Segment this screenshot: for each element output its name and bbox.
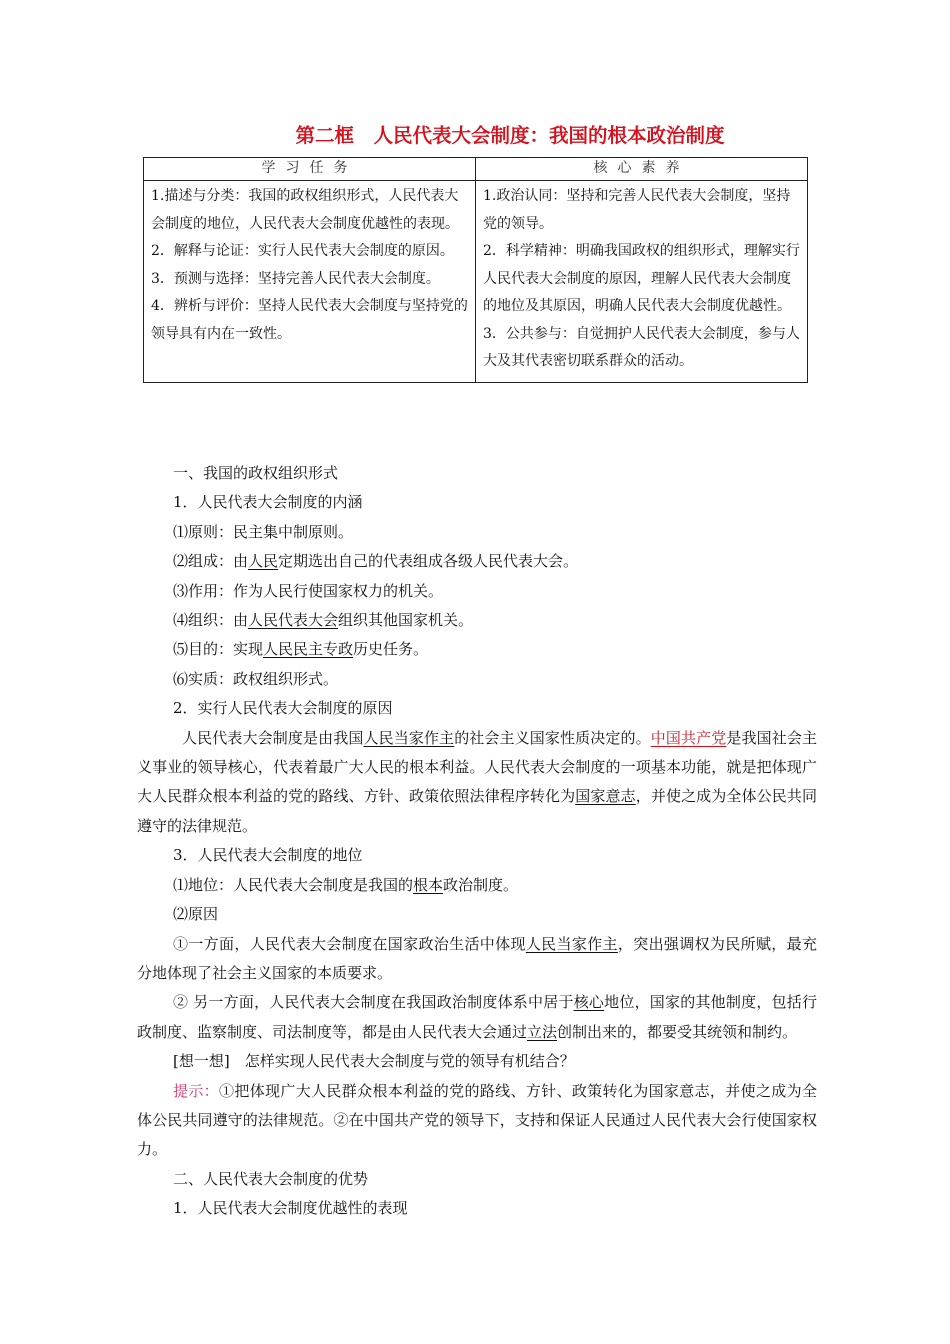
paragraph: ⑴地位：人民代表大会制度是我国的根本政治制度。	[173, 875, 519, 894]
hint-paragraph: 提示：①把体现广大人民群众根本利益的党的路线、方针、政策转化为国家意志，并使之成为全体公民共同遵守的法律规范。②在中国共产党的领导下，支持和保证人民通过人民代表大会行使国家权力。	[137, 1081, 817, 1159]
literacy-item: 2．科学精神：明确我国政权的组织形式，理解实行人民代表大会制度的原因，理解人民代表大会制度的地位及其原因，明确人民代表大会制度优越性。	[483, 243, 800, 314]
literacy-item: 3．公共参与：自觉拥护人民代表大会制度，参与人大及其代表密切联系群众的活动。	[483, 325, 800, 369]
table-row	[144, 181, 808, 383]
table-header-literacy: 核心素养	[476, 158, 808, 181]
underlined-answer: 人民当家作主	[525, 934, 618, 953]
hint-label: 提示：	[173, 1081, 220, 1100]
learning-goals-table	[143, 157, 808, 383]
paragraph: 人民代表大会制度是由我国人民当家作主的社会主义国家性质决定的。中国共产党是我国社会主义事业的领导核心，代表着最广大人民的根本利益。人民代表大会制度的一项基本功能，就是把体现广大人民群众根本利益的党的路线、方针、政策依照法律程序转化为国家意志，并使之成为全体公民共同遵守的法律规范。	[137, 728, 817, 835]
underlined-answer: 立法	[527, 1022, 558, 1041]
paragraph: ⑶作用：作为人民行使国家权力的机关。	[173, 581, 444, 600]
underlined-answer: 人民代表大会	[248, 611, 339, 630]
subsection-heading: 3．人民代表大会制度的地位	[173, 846, 363, 865]
underlined-answer: 人民当家作主	[363, 728, 455, 747]
think-question: [想一想] 怎样实现人民代表大会制度与党的领导有机结合？	[173, 1052, 575, 1071]
underlined-answer: 根本	[413, 875, 444, 894]
paragraph: ①一方面，人民代表大会制度在国家政治生活中体现人民当家作主，突出强调权为民所赋，最充分地体现了社会主义国家的本质要求。	[137, 934, 817, 982]
paragraph: ② 另一方面，人民代表大会制度在我国政治制度体系中居于核心地位，国家的其他制度，包括行政制度、监察制度、司法制度等，都是由人民代表大会通过立法创制出来的，都要受其统领和制约。	[137, 993, 817, 1041]
literacy-cell	[476, 181, 808, 383]
section-heading: 二、人民代表大会制度的优势	[173, 1169, 369, 1188]
page-title: 第二框 人民代表大会制度：我国的根本政治制度	[295, 124, 725, 147]
paragraph: ⑴原则：民主集中制原则。	[173, 522, 354, 541]
underlined-answer: 核心	[573, 993, 605, 1012]
task-item: 4．辨析与评价：坚持人民代表大会制度与坚持党的领导具有内在一致性。	[151, 298, 468, 342]
body-text	[137, 459, 817, 1224]
literacy-item: 1.政治认同：坚持和完善人民代表大会制度，坚持党的领导。	[483, 188, 791, 232]
table-header-tasks: 学习任务	[144, 158, 476, 181]
underlined-answer: 国家意志	[575, 787, 636, 806]
table-header-row	[144, 158, 808, 181]
subsection-heading: 2．实行人民代表大会制度的原因	[173, 699, 393, 718]
tasks-cell	[144, 181, 476, 383]
underlined-answer: 人民	[248, 552, 279, 571]
subsection-heading: 1．人民代表大会制度优越性的表现	[173, 1199, 408, 1218]
paragraph: ⑵组成：由人民定期选出自己的代表组成各级人民代表大会。	[173, 552, 579, 571]
section-heading: 一、我国的政权组织形式	[173, 464, 339, 482]
task-item: 1.描述与分类：我国的政权组织形式，人民代表大会制度的地位，人民代表大会制度优越性的表现。	[151, 188, 459, 232]
task-item: 2．解释与论证：实行人民代表大会制度的原因。	[151, 243, 454, 259]
paragraph: ⑵原因	[173, 905, 219, 924]
paragraph: ⑸目的：实现人民民主专政历史任务。	[173, 640, 429, 659]
paragraph: ⑹实质：政权组织形式。	[173, 669, 339, 688]
task-item: 3．预测与选择：坚持完善人民代表大会制度。	[151, 270, 440, 287]
highlighted-answer: 中国共产党	[650, 728, 727, 747]
paragraph: ⑷组织：由人民代表大会组织其他国家机关。	[173, 611, 474, 630]
subsection-heading: 1．人民代表大会制度的内涵	[173, 493, 363, 512]
underlined-answer: 人民民主专政	[263, 640, 354, 659]
